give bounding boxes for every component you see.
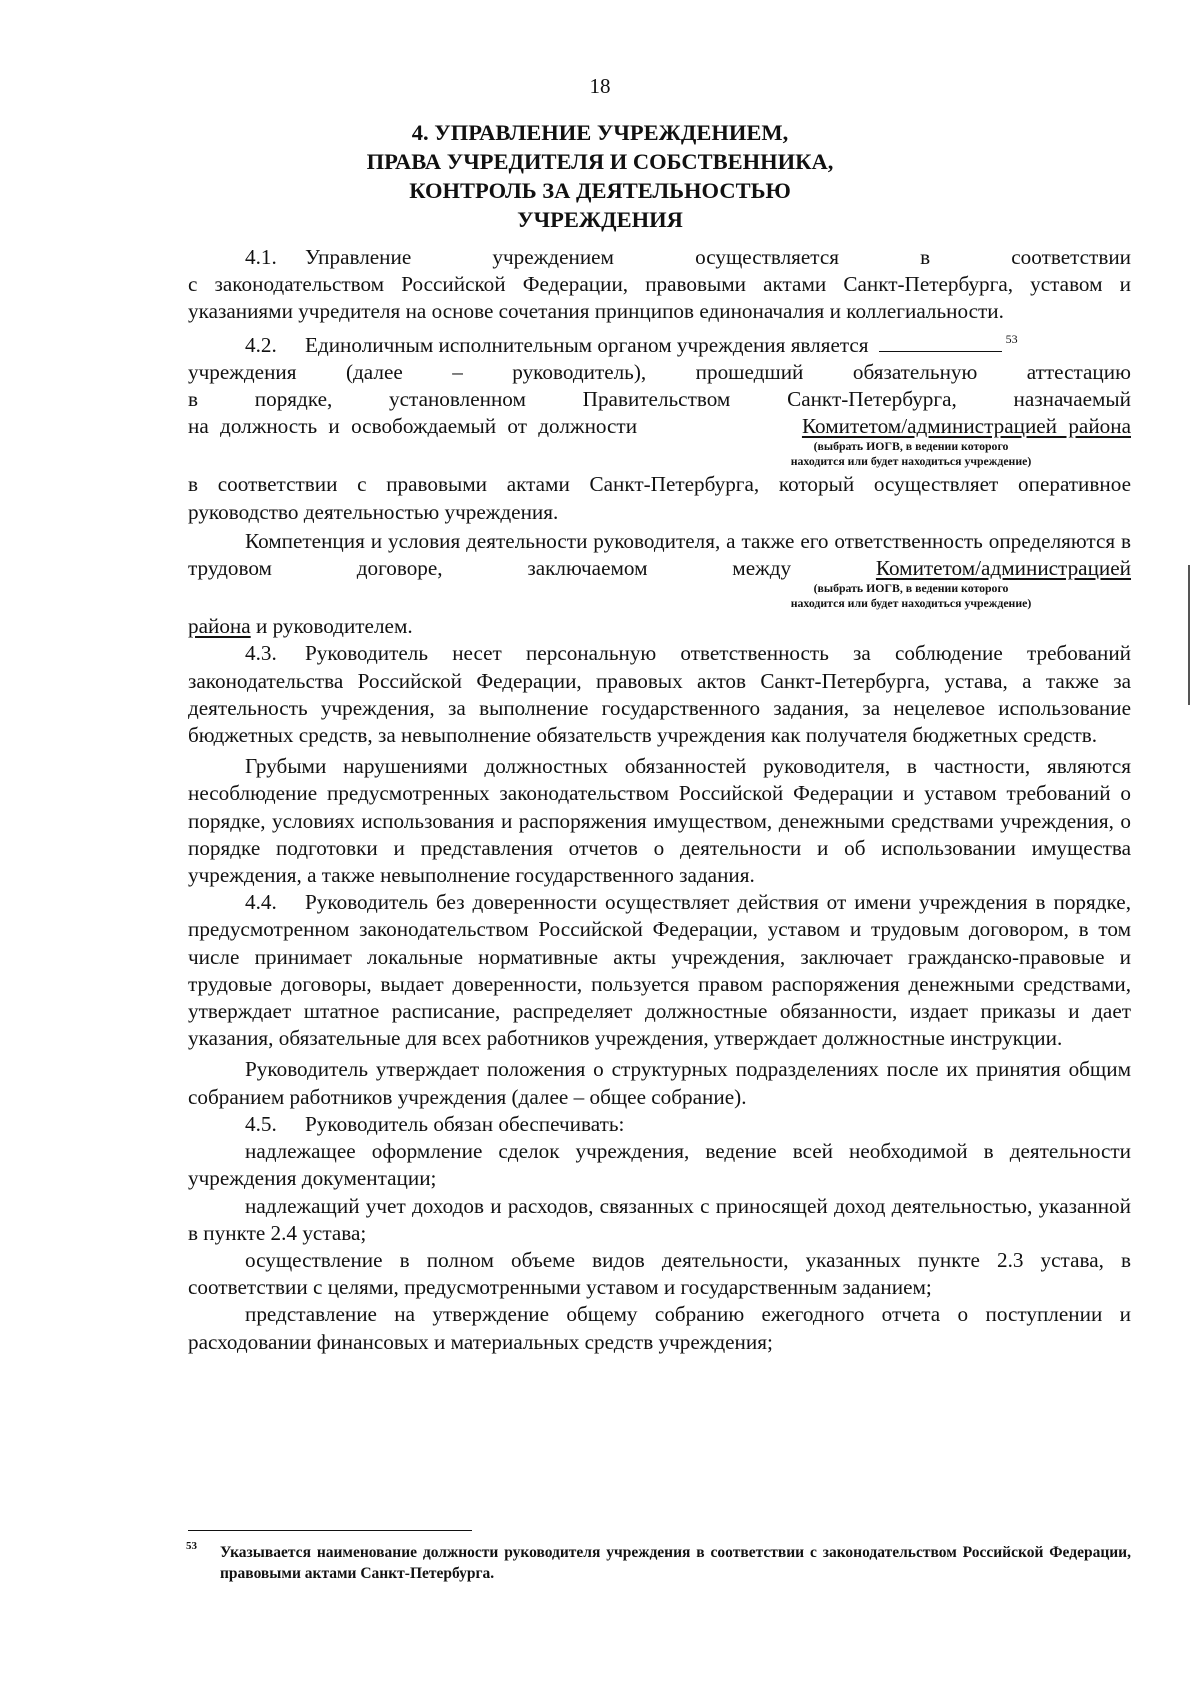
field-hint — [731, 439, 1091, 469]
heading-line-1: 4. УПРАВЛЕНИЕ УЧРЕЖДЕНИЕМ, — [411, 120, 789, 145]
word: прошедший — [695, 359, 804, 384]
word: Санкт-Петербурга, — [787, 387, 957, 412]
heading-line-3: КОНТРОЛЬ ЗА ДЕЯТЕЛЬНОСТЬЮ — [409, 178, 791, 203]
paragraph-text: с законодательством Российской Федерации, правовыми актами Санкт-Петербурга, уставом и указаниями учредителя на основе сочетания принципов единоначалия и коллегиальности. — [188, 272, 1131, 324]
word: установленном — [389, 387, 526, 412]
blank-field — [879, 333, 1002, 352]
hint-line-1: (выбрать ИОГВ, в ведении которого — [813, 581, 1009, 596]
paragraph-structural-units: Руководитель утверждает положения о структурных подразделениях после их принятия общим собранием работников учреждения (далее – общее собрание). — [188, 1057, 1131, 1109]
word: учреждения — [188, 359, 297, 384]
paragraph-violations: Грубыми нарушениями должностных обязанностей руководителя, в частности, являются несоблюдение предусмотренных законодательством Российской Федерации и уставом требований о порядке, условиях использования и распоряжения имуществом, денежными средствами учреждения, о порядке подготовки и представления отчетов о деятельности и об использовании имущества учреждения, а также невыполнение государственного задания. — [188, 754, 1131, 888]
scan-edge-mark — [1188, 565, 1190, 705]
paragraph-text: Руководитель без доверенности осуществляет действия от имени учреждения в порядке, предусмотренном законодательством Российской Федерации, уставом и трудовым договором, в том числе принимает локальные нормативные акты учреждения, заключает гражданско-правовые и трудовые договоры, выдает доверенности, пользуется правом распоряжения денежными средствами, утверждает штатное расписание, распределяет должностные обязанности, издает приказы и дает указания, обязательные для всех работников учреждения, утверждает должностные инструкции. — [188, 890, 1131, 1051]
paragraph-competence — [188, 528, 1131, 641]
word: в — [920, 245, 931, 269]
word: – — [452, 359, 463, 384]
footnote-separator — [188, 1530, 472, 1531]
word: назначаемый — [1013, 387, 1131, 412]
paragraph-4-1 — [188, 244, 1131, 326]
paragraph-4-5 — [188, 1111, 1131, 1138]
word: осуществляется — [695, 245, 839, 269]
paragraph-4-3 — [188, 640, 1131, 749]
hint-line-1: (выбрать ИОГВ, в ведении которого — [813, 439, 1009, 454]
word: Управление — [305, 245, 412, 269]
clause-number: 4.1. — [245, 245, 277, 269]
clause-number: 4.4. — [245, 890, 277, 915]
list-item: надлежащее оформление сделок учреждения, ведение всей необходимой в деятельности учреждения документации; — [188, 1139, 1131, 1191]
underlined-field: Комитетом/администрацией — [875, 556, 1131, 581]
footnote-reference: 53 — [1005, 331, 1018, 346]
paragraph-text: и руководителем. — [250, 614, 413, 639]
word: (далее — [345, 359, 403, 384]
paragraph-4-2 — [188, 326, 1131, 526]
word: аттестацию — [1026, 359, 1131, 384]
word: обязательную — [852, 359, 978, 384]
list-item: надлежащий учет доходов и расходов, связанных с приносящей доход деятельностью, указанной в пункте 2.4 устава; — [188, 1193, 1131, 1245]
word: учреждением — [492, 245, 614, 269]
heading-line-2: ПРАВА УЧРЕДИТЕЛЯ И СОБСТВЕННИКА, — [366, 149, 834, 174]
text-line — [188, 359, 1131, 386]
footnote-mark: 53 — [186, 1540, 197, 1552]
list-item: осуществление в полном объеме видов деятельности, указанных пункте 2.3 устава, в соответствии с целями, предусмотренными уставом и государственным заданием; — [188, 1247, 1131, 1300]
paragraph-text: на должность и освобождаемый от должности — [188, 414, 638, 439]
footnote-text: Указывается наименование должности руководителя учреждения в соответствии с законодательством Российской Федерации, правовыми актами Санкт-Петербурга. — [220, 1544, 1131, 1582]
underlined-field: Комитетом/администрацией района — [801, 414, 1131, 439]
paragraph-text: в соответствии с правовыми актами Санкт-Петербурга, который осуществляет оперативное руководство деятельностью учреждения. — [188, 472, 1131, 524]
clause-number: 4.3. — [245, 641, 277, 666]
word: в — [188, 387, 199, 412]
document-body — [188, 244, 1131, 1356]
underlined-field: района — [188, 614, 251, 639]
paragraph-text: Руководитель несет персональную ответственность за соблюдение требований законодательства Российской Федерации, правовых актов Санкт-Петербурга, устава, а также за деятельность учреждения, за выполнение государственного задания, за нецелевое использование бюджетных средств, за невыполнение обязательств учреждения как получателя бюджетных средств. — [188, 641, 1131, 748]
text-line — [188, 413, 1131, 440]
hint-line-2: находится или будет находиться учреждение) — [790, 596, 1032, 611]
footnote — [188, 1542, 1131, 1584]
heading-line-4: УЧРЕЖДЕНИЯ — [517, 207, 683, 232]
paragraph-text: Руководитель обязан обеспечивать: — [305, 1111, 625, 1136]
list-item: представление на утверждение общему собранию ежегодного отчета о поступлении и расходовании финансовых и материальных средств учреждения; — [188, 1302, 1131, 1354]
paragraph-text: Единоличным исполнительным органом учреждения является — [305, 332, 869, 357]
word: руководитель), — [512, 359, 647, 384]
clause-number: 4.5. — [245, 1111, 277, 1136]
word: Правительством — [582, 387, 731, 412]
field-hint — [731, 581, 1091, 611]
word: соответствии — [1011, 245, 1131, 269]
text-line — [188, 386, 1131, 413]
paragraph-text: Компетенция и условия деятельности руководителя, а также его ответственность определяются в трудовом договоре, заключаемом между — [188, 528, 1131, 581]
paragraph-4-4 — [188, 889, 1131, 1052]
clause-number: 4.2. — [245, 332, 277, 357]
section-heading — [0, 118, 1200, 234]
page-number: 18 — [589, 74, 611, 98]
word: порядке, — [254, 387, 333, 412]
hint-line-2: находится или будет находиться учреждение) — [790, 454, 1032, 469]
